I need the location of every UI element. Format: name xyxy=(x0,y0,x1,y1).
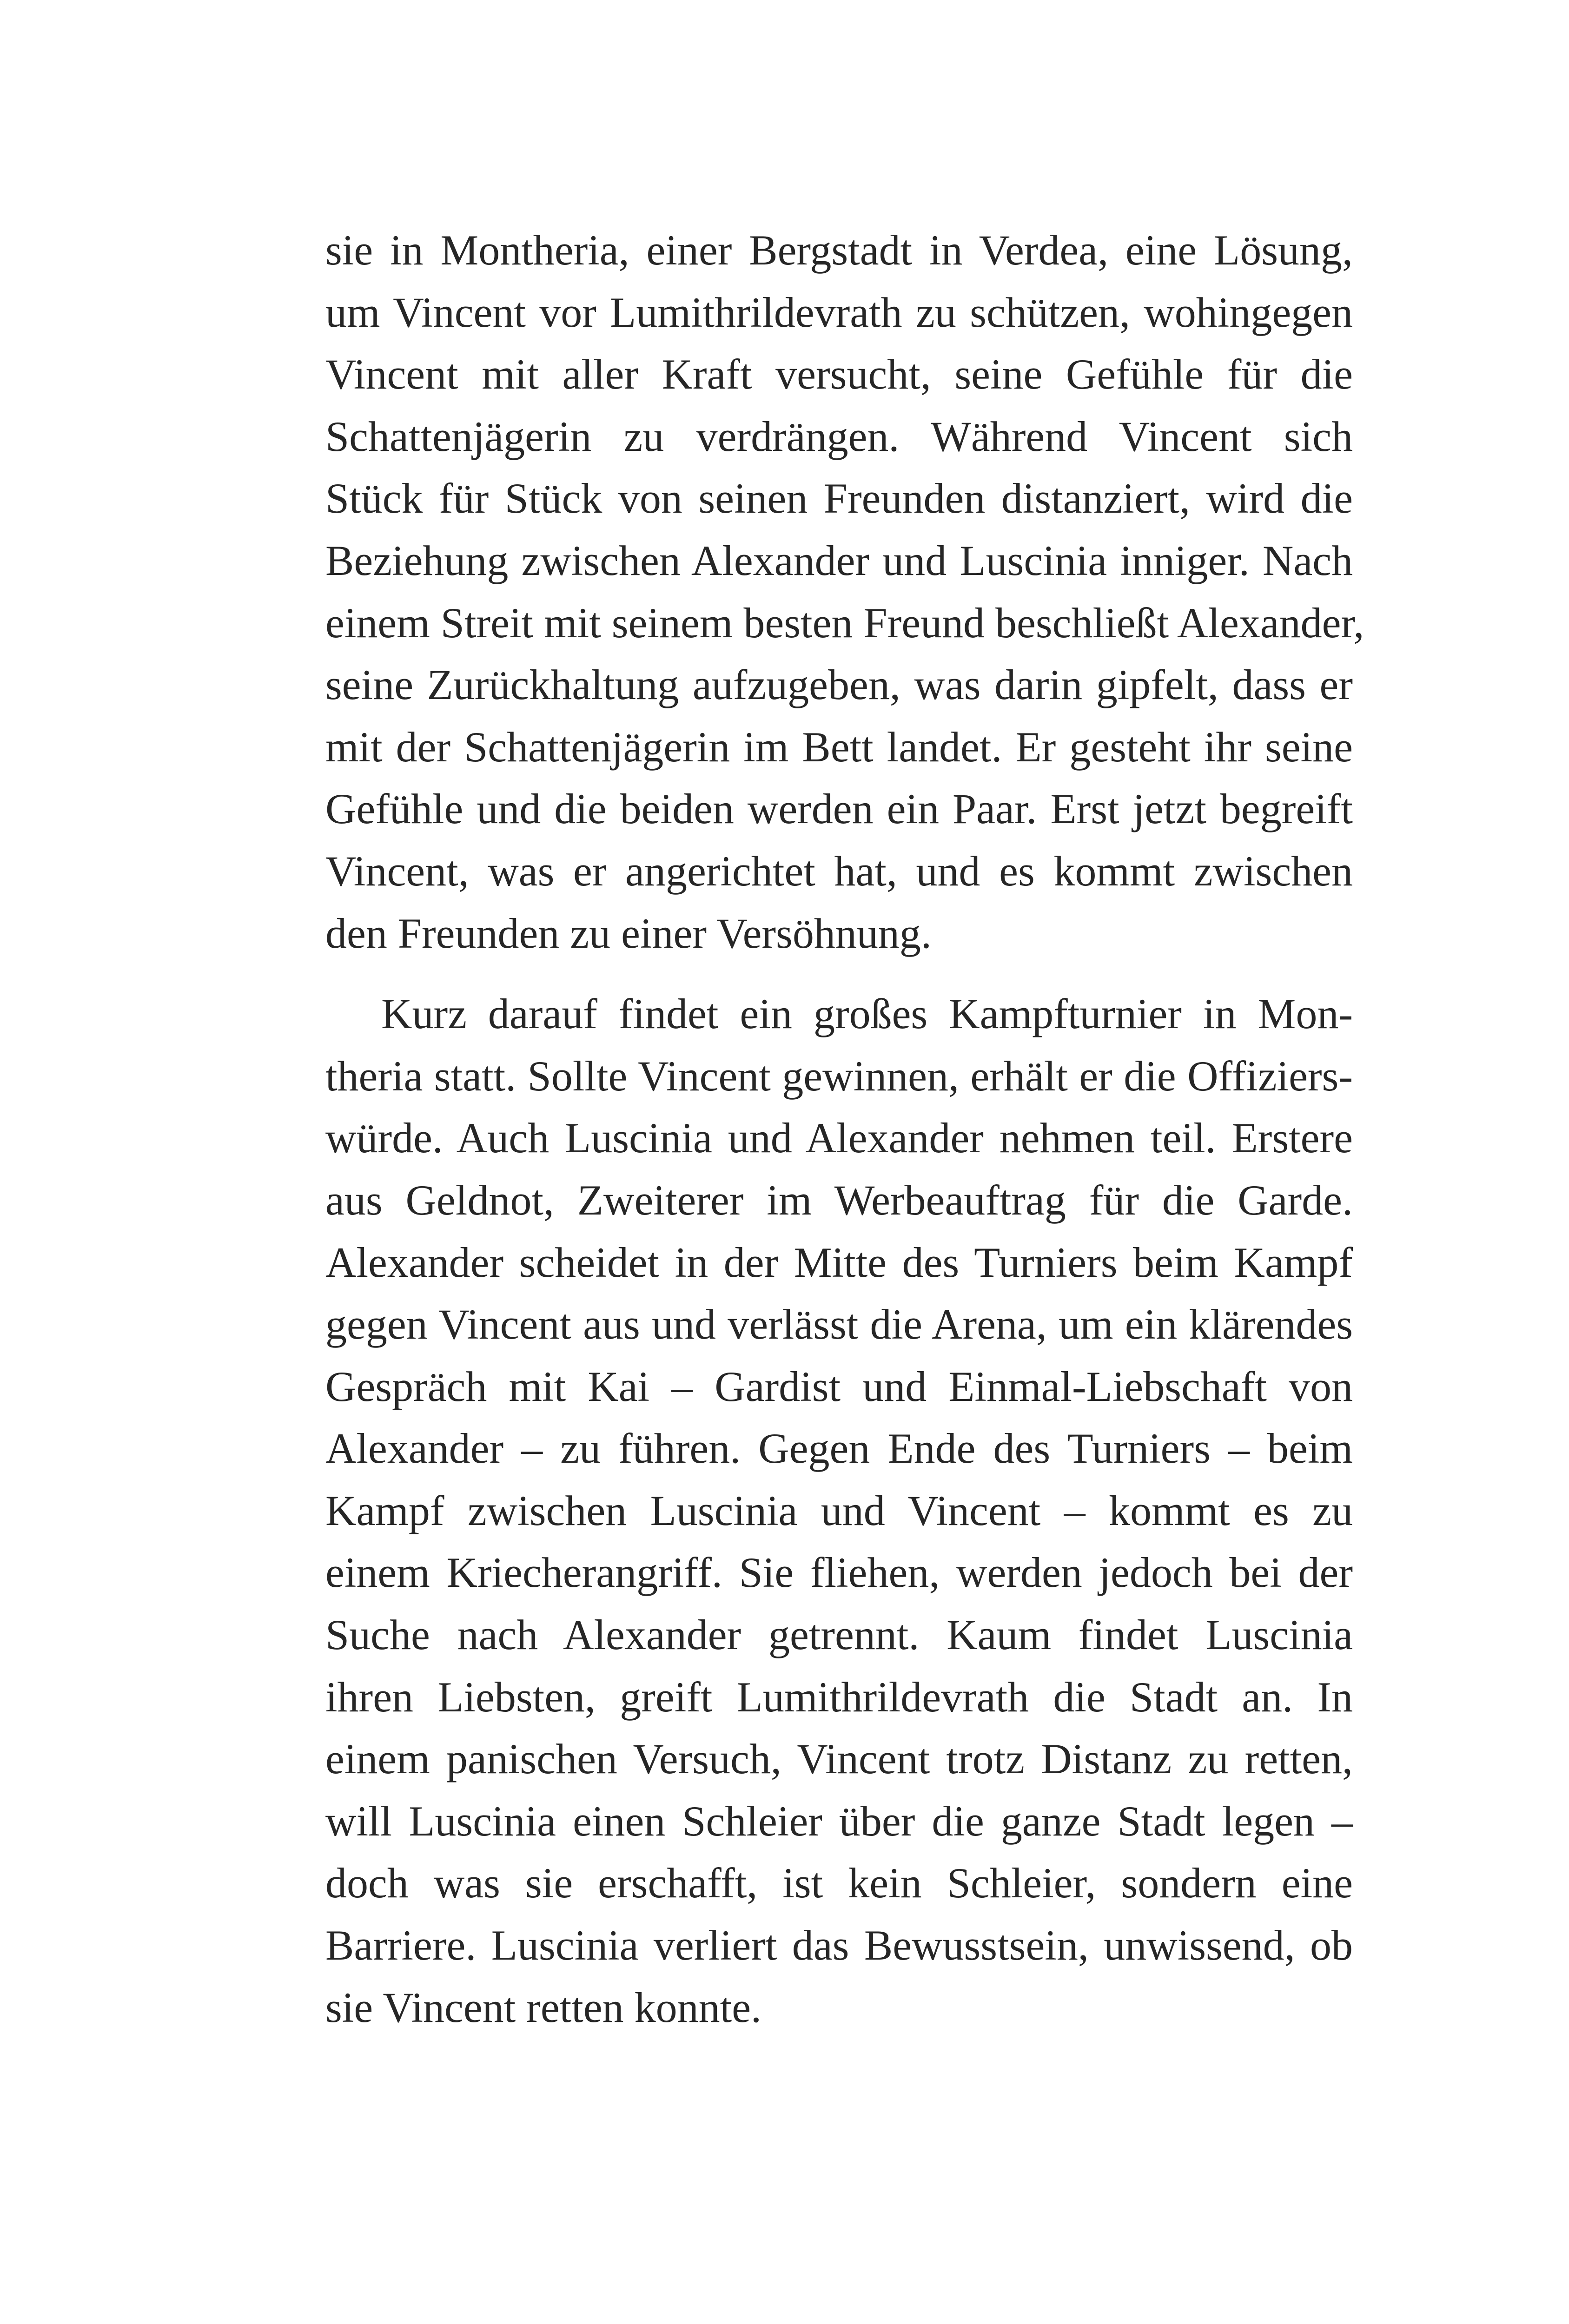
text-line: seine Zurückhaltung aufzugeben, was darin gipfelt, dass er xyxy=(325,661,1353,709)
text-line: Vincent, was er angerichtet hat, und es kommt zwischen xyxy=(325,847,1353,895)
text-line: doch was sie erschafft, ist kein Schleier, sondern eine xyxy=(325,1859,1353,1907)
text-line: Gefühle und die beiden werden ein Paar. Erst jetzt begreift xyxy=(325,785,1353,833)
text-line: Beziehung zwischen Alexander und Luscinia inniger. Nach xyxy=(325,536,1353,584)
paragraph-spacer xyxy=(325,964,1353,983)
text-line: einem panischen Versuch, Vincent trotz Distanz zu retten, xyxy=(325,1735,1353,1783)
text-line: Kurz darauf findet ein großes Kampfturnier in Mon- xyxy=(381,990,1353,1038)
text-line: ihren Liebsten, greift Lumithrildevrath die Stadt an. In xyxy=(325,1673,1353,1721)
text-line: den Freunden zu einer Versöhnung. xyxy=(325,909,932,957)
text-line: würde. Auch Luscinia und Alexander nehmen teil. Erstere xyxy=(325,1114,1353,1162)
text-line: Suche nach Alexander getrennt. Kaum findet Luscinia xyxy=(325,1611,1353,1659)
text-line: Alexander – zu führen. Gegen Ende des Turniers – beim xyxy=(325,1425,1353,1472)
text-line: Stück für Stück von seinen Freunden distanziert, wird die xyxy=(325,475,1353,522)
text-line: Schattenjägerin zu verdrängen. Während Vincent sich xyxy=(325,412,1353,460)
text-line: sie in Montheria, einer Bergstadt in Verdea, eine Lösung, xyxy=(325,226,1353,274)
text-line: einem Streit mit seinem besten Freund beschließt Alexander, xyxy=(325,599,1364,647)
paragraph-2 xyxy=(325,983,1353,2039)
paragraph-1 xyxy=(325,219,1364,964)
text-line: mit der Schattenjägerin im Bett landet. Er gesteht ihr seine xyxy=(325,723,1353,771)
text-line: Barriere. Luscinia verliert das Bewusstsein, unwissend, ob xyxy=(325,1921,1353,1969)
text-line: theria statt. Sollte Vincent gewinnen, erhält er die Offiziers- xyxy=(325,1052,1353,1100)
text-line: Kampf zwischen Luscinia und Vincent – kommt es zu xyxy=(325,1486,1353,1534)
body-text xyxy=(325,219,1364,2039)
text-line: will Luscinia einen Schleier über die ganze Stadt legen – xyxy=(325,1797,1353,1845)
text-line: gegen Vincent aus und verlässt die Arena, um ein klärendes xyxy=(325,1301,1353,1348)
text-line: aus Geldnot, Zweiterer im Werbeauftrag für die Garde. xyxy=(325,1176,1353,1224)
text-line: sie Vincent retten konnte. xyxy=(325,1983,762,2031)
text-line: Vincent mit aller Kraft versucht, seine Gefühle für die xyxy=(325,350,1353,398)
text-line: Gespräch mit Kai – Gardist und Einmal-Liebschaft von xyxy=(325,1362,1353,1410)
text-line: einem Kriecherangriff. Sie fliehen, werden jedoch bei der xyxy=(325,1549,1353,1597)
text-line: Alexander scheidet in der Mitte des Turniers beim Kampf xyxy=(325,1238,1353,1286)
text-line: um Vincent vor Lumithrildevrath zu schützen, wohingegen xyxy=(325,288,1353,336)
